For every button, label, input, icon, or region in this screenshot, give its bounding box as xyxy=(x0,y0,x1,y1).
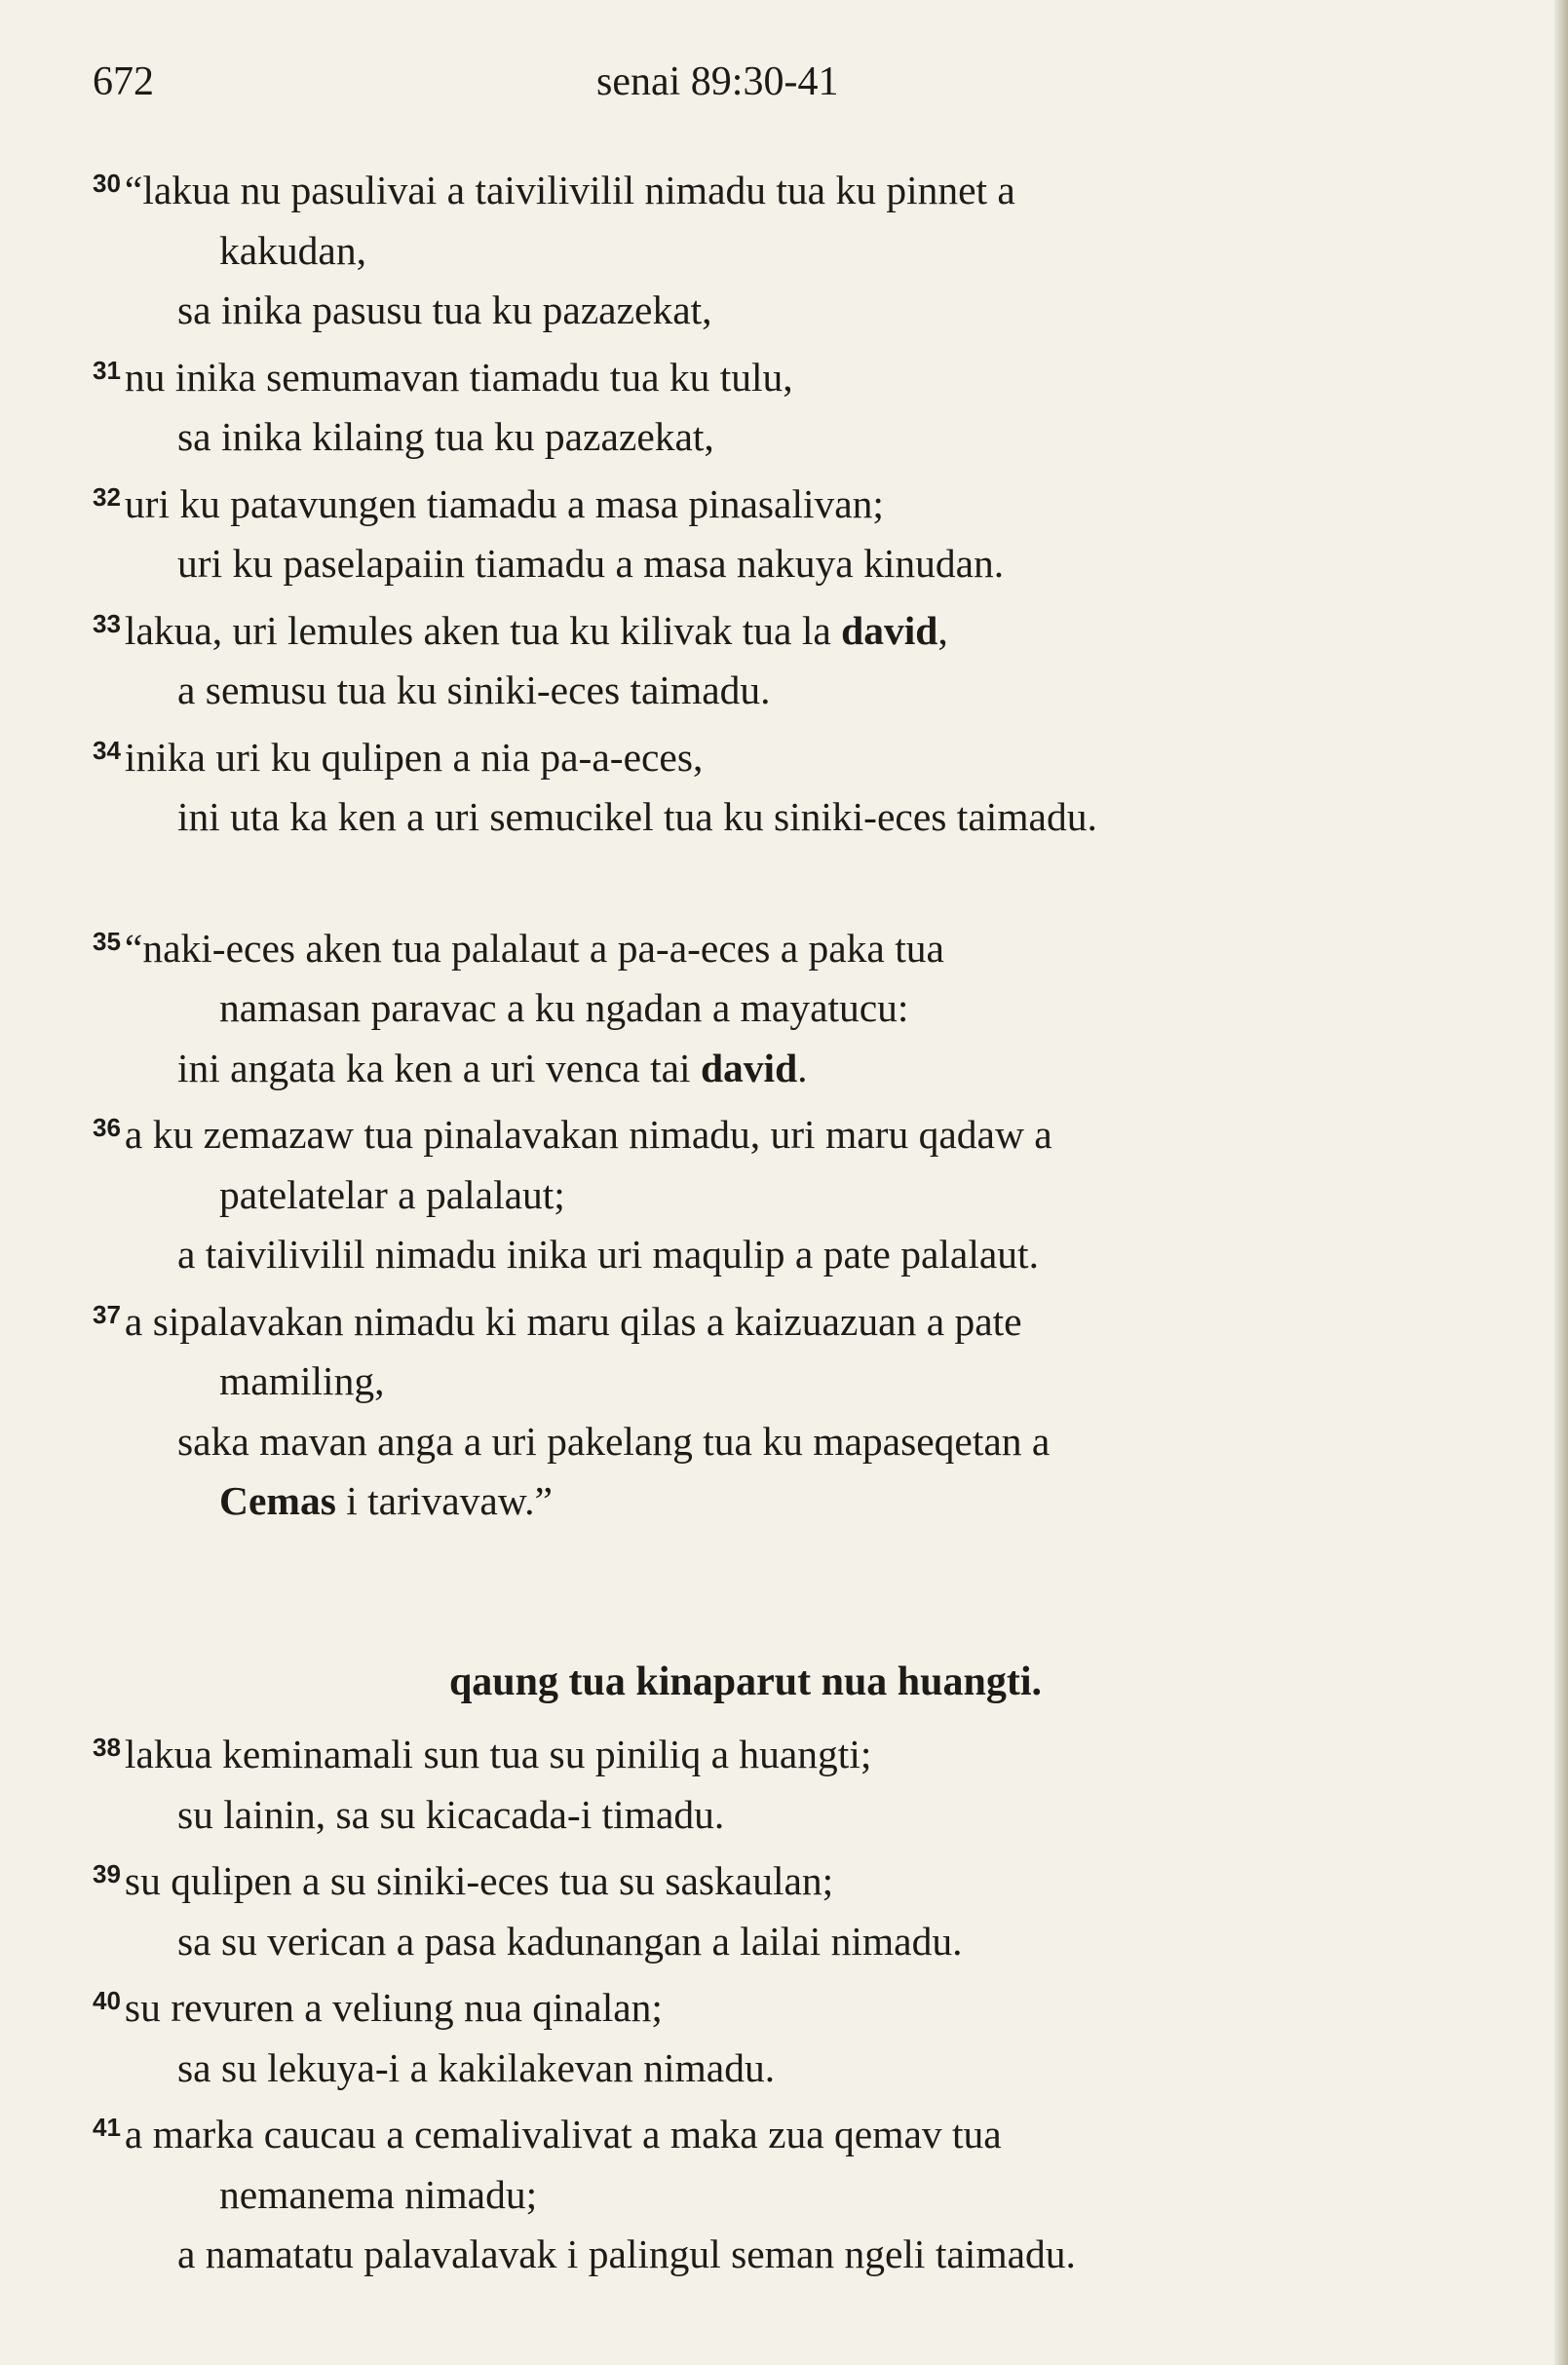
verse-number: 39 xyxy=(93,1859,121,1888)
verse-line: mamiling, xyxy=(219,1358,385,1403)
verse-30 xyxy=(93,154,1437,341)
verse-line: kakudan, xyxy=(219,227,366,273)
verse-line: sa inika pasusu tua ku pazazekat, xyxy=(177,287,712,332)
verse-line: lakua, uri lemules aken tua ku kilivak tua la xyxy=(124,607,842,653)
punctuation: . xyxy=(797,1045,808,1090)
verse-number: 37 xyxy=(93,1299,121,1329)
verse-line: a taivilivilil nimadu inika uri maqulip a pate palalaut. xyxy=(177,1232,1039,1277)
verse-line: a namatatu palavalavak i palingul seman ngeli taimadu. xyxy=(177,2231,1076,2276)
bold-name: david xyxy=(700,1045,798,1090)
verse-36 xyxy=(93,1098,1437,1285)
verse-number: 36 xyxy=(93,1113,121,1142)
verse-33 xyxy=(93,594,1437,721)
verse-32 xyxy=(93,468,1437,594)
verse-number: 31 xyxy=(93,355,121,385)
verse-line: namasan paravac a ku ngadan a mayatucu: xyxy=(219,985,909,1030)
verse-38 xyxy=(93,1718,1437,1845)
verse-line: i tarivavaw.” xyxy=(335,1478,553,1523)
running-head: senai 89:30-41 xyxy=(596,59,839,104)
verse-line: nu inika semumavan tiamadu tua ku tulu, xyxy=(124,354,793,400)
verse-number: 34 xyxy=(93,735,121,765)
verse-line: su revuren a veliung nua qinalan; xyxy=(124,1985,663,2030)
page-header xyxy=(0,58,1568,117)
verse-31 xyxy=(93,341,1437,468)
verse-line: su lainin, sa su kicacada-i timadu. xyxy=(177,1791,725,1837)
verse-line: a ku zemazaw tua pinalavakan nimadu, uri maru qadaw a xyxy=(124,1112,1052,1157)
verse-number: 41 xyxy=(93,2113,121,2142)
verse-line: inika uri ku qulipen a nia pa-a-eces, xyxy=(124,734,704,780)
verse-line: patelatelar a palalaut; xyxy=(219,1171,565,1217)
verse-line: uri ku patavungen tiamadu a masa pinasalivan; xyxy=(124,480,884,526)
verse-line: “naki-eces aken tua palalaut a pa-a-eces a paka tua xyxy=(124,925,944,971)
section-heading: qaung tua kinaparut nua huangti. xyxy=(448,1659,1043,1704)
verse-line: a semusu tua ku siniki-eces taimadu. xyxy=(177,668,771,712)
verse-35 xyxy=(93,912,1437,1099)
verse-line: nemanema nimadu; xyxy=(219,2171,538,2217)
verse-number: 40 xyxy=(93,1986,121,2015)
verse-34 xyxy=(93,721,1437,848)
verse-line: ini angata ka ken a uri venca tai xyxy=(177,1045,701,1090)
verse-number: 35 xyxy=(93,926,121,956)
verse-line: sa inika kilaing tua ku pazazekat, xyxy=(177,414,714,459)
verse-line: “lakua nu pasulivai a taivilivilil nimadu tua ku pinnet a xyxy=(124,168,1015,212)
text-body xyxy=(93,154,1437,2285)
verse-line: lakua keminamali sun tua su piniliq a huangti; xyxy=(124,1732,872,1776)
verse-line: uri ku paselapaiin tiamadu a masa nakuya kinudan. xyxy=(177,541,1005,586)
verse-37 xyxy=(93,1285,1437,1532)
verse-line: ini uta ka ken a uri semucikel tua ku siniki-eces taimadu. xyxy=(177,794,1097,839)
verse-line: su qulipen a su siniki-eces tua su saskaulan; xyxy=(124,1858,834,1903)
verse-line: sa su lekuya-i a kakilakevan nimadu. xyxy=(177,2044,776,2090)
verse-line: a marka caucau a cemalivalivat a maka zua qemav tua xyxy=(124,2112,1002,2156)
verse-line: a sipalavakan nimadu ki maru qilas a kaizuazuan a pate xyxy=(124,1298,1022,1344)
verse-number: 33 xyxy=(93,608,121,638)
verse-40 xyxy=(93,1971,1437,2098)
page-edge xyxy=(1554,0,1568,2365)
verse-41 xyxy=(93,2098,1437,2285)
verse-number: 30 xyxy=(93,169,121,198)
bold-name: Cemas xyxy=(219,1478,336,1523)
verse-number: 32 xyxy=(93,481,121,512)
punctuation: , xyxy=(937,607,948,653)
verse-line: sa su verican a pasa kadunangan a lailai nimadu. xyxy=(177,1918,963,1964)
verse-39 xyxy=(93,1845,1437,1971)
verse-line: saka mavan anga a uri pakelang tua ku mapaseqetan a xyxy=(177,1418,1051,1464)
verse-number: 38 xyxy=(93,1733,121,1762)
bold-name: david xyxy=(841,607,938,653)
page-number: 672 xyxy=(93,59,154,104)
